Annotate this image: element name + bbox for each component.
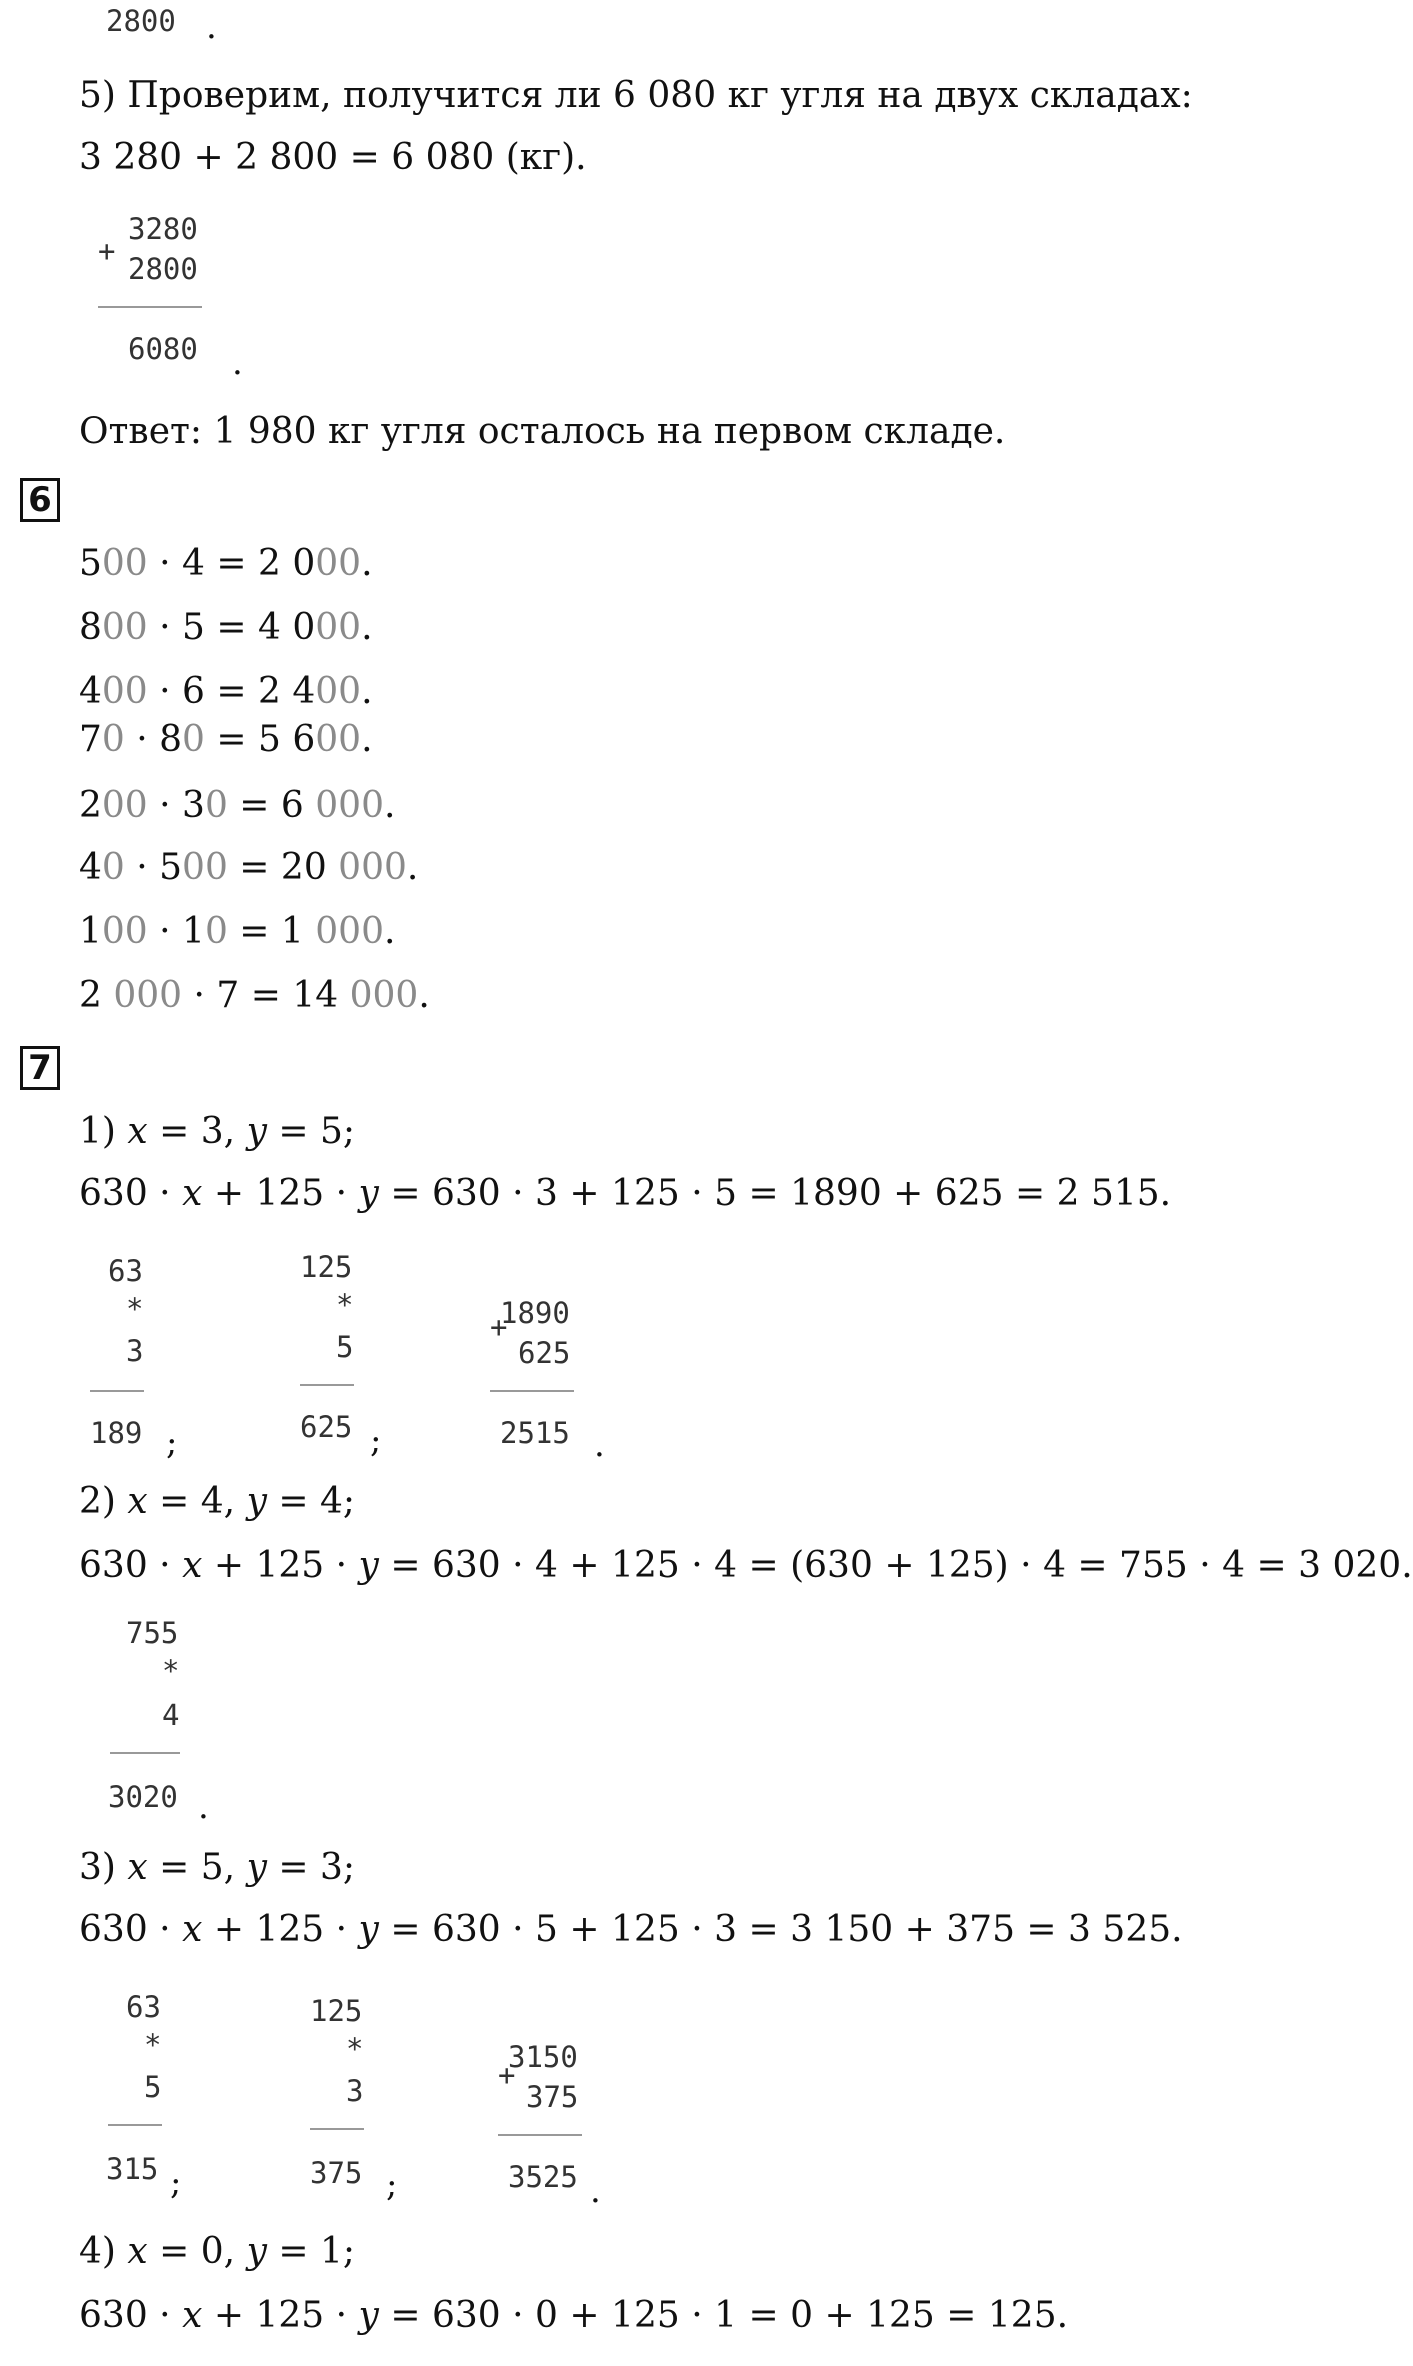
- operand-a: 63: [126, 1990, 161, 2024]
- sum-line: [98, 306, 202, 308]
- part2-equation: 630 · x + 125 · y = 630 · 4 + 125 · 4 = (630 + 125) · 4 = 755 · 4 = 3 020.: [79, 1545, 1413, 1586]
- result: 315: [106, 2152, 159, 2186]
- separator: .: [594, 1425, 605, 1465]
- separator: .: [590, 2171, 601, 2211]
- sum-line: [300, 1384, 354, 1386]
- task6-equation: [79, 542, 373, 586]
- operator: +: [98, 234, 116, 268]
- grey-zeros: 00: [315, 607, 362, 648]
- digits: .: [418, 975, 430, 1016]
- separator: .: [198, 1787, 209, 1827]
- task6-equation: [79, 846, 418, 890]
- task6-equation: [79, 670, 373, 714]
- task6-equation: [79, 784, 395, 828]
- operator: +: [490, 1310, 508, 1344]
- operator: *: [126, 1292, 144, 1326]
- grey-zeros: 00: [101, 607, 148, 648]
- digits: 4: [79, 847, 102, 888]
- sum-line: [498, 2134, 582, 2136]
- digits: .: [361, 671, 373, 712]
- grey-zeros: 0: [204, 911, 228, 952]
- sum-line: [90, 1390, 144, 1392]
- grey-zeros: 000: [349, 975, 419, 1016]
- digits: · 5 = 4 0: [147, 607, 316, 648]
- part2-condition: 2) x = 4, y = 4;: [79, 1481, 355, 1522]
- digits: · 5: [124, 847, 183, 888]
- part1-condition: 1) x = 3, y = 5;: [79, 1111, 355, 1152]
- grey-zeros: 00: [315, 671, 362, 712]
- grey-zeros: 0: [101, 847, 125, 888]
- operator: *: [144, 2028, 162, 2062]
- operand-b: 3: [126, 1334, 144, 1368]
- digits: 2: [79, 785, 102, 826]
- operand-b: 625: [518, 1336, 571, 1370]
- digits: = 20: [227, 847, 339, 888]
- result: 6080: [128, 332, 198, 366]
- grey-zeros: 0: [182, 719, 205, 760]
- digits: 2: [79, 975, 114, 1016]
- operand-b: 5: [336, 1330, 354, 1364]
- part4-equation: 630 · x + 125 · y = 630 · 0 + 125 · 1 = 0 + 125 = 125.: [79, 2295, 1069, 2336]
- result: 375: [310, 2156, 363, 2190]
- part3-condition: 3) x = 5, y = 3;: [79, 1847, 355, 1888]
- operator: *: [336, 1288, 354, 1322]
- digits: 1: [79, 911, 102, 952]
- separator: ;: [370, 1421, 382, 1461]
- operand-a: 3280: [128, 212, 198, 246]
- digits: 7: [79, 719, 102, 760]
- digits: .: [383, 911, 396, 952]
- sum-line: [108, 2124, 162, 2126]
- step5-text: 5) Проверим, получится ли 6 080 кг угля на двух складах:: [79, 75, 1193, 116]
- digits: = 5 6: [204, 719, 316, 760]
- result: 189: [90, 1416, 143, 1450]
- sum-line: [310, 2128, 364, 2130]
- operand-b: 375: [526, 2080, 579, 2114]
- result: 3525: [508, 2160, 578, 2194]
- digits: 4: [79, 671, 102, 712]
- answer: Ответ: 1 980 кг угля осталось на первом складе.: [79, 411, 1006, 452]
- operator: *: [346, 2032, 364, 2066]
- operand-a: 125: [310, 1994, 363, 2028]
- task-number-6: 6: [20, 478, 60, 522]
- grey-zeros: 00: [101, 785, 148, 826]
- operand-a: 1890: [500, 1296, 570, 1330]
- grey-zeros: 00: [101, 911, 148, 952]
- task6-equation: [79, 606, 373, 650]
- step5-equation: 3 280 + 2 800 = 6 080 (кг).: [79, 137, 587, 178]
- period: .: [232, 343, 243, 383]
- operand-a: 63: [108, 1254, 143, 1288]
- digits: .: [361, 607, 373, 648]
- separator: ;: [386, 2165, 398, 2205]
- part3-equation: 630 · x + 125 · y = 630 · 5 + 125 · 3 = 3 150 + 375 = 3 525.: [79, 1909, 1183, 1950]
- digits: · 3: [147, 785, 205, 826]
- task6-equation: [79, 718, 373, 762]
- period: .: [206, 7, 217, 47]
- task6-equation: [79, 910, 395, 954]
- operand-b: 2800: [128, 252, 198, 286]
- digits: .: [406, 847, 419, 888]
- grey-zeros: 00: [315, 719, 362, 760]
- grey-zeros: 00: [315, 543, 362, 584]
- sum-line: [490, 1390, 574, 1392]
- digits: .: [361, 543, 373, 584]
- task-number-7: 7: [20, 1046, 60, 1090]
- digits: 5: [79, 543, 102, 584]
- digits: 8: [79, 607, 102, 648]
- column-result: 2800: [106, 4, 176, 38]
- digits: = 6: [227, 785, 316, 826]
- digits: .: [383, 785, 396, 826]
- task6-equation: [79, 974, 430, 1018]
- digits: · 1: [147, 911, 205, 952]
- operand-a: 755: [126, 1616, 179, 1650]
- operand-b: 3: [346, 2074, 364, 2108]
- digits: · 7 = 14: [182, 975, 350, 1016]
- grey-zeros: 000: [338, 847, 407, 888]
- part4-condition: 4) x = 0, y = 1;: [79, 2231, 355, 2272]
- operator: *: [162, 1654, 180, 1688]
- operator: +: [498, 2058, 516, 2092]
- operand-a: 125: [300, 1250, 353, 1284]
- grey-zeros: 00: [101, 671, 148, 712]
- result: 625: [300, 1410, 353, 1444]
- separator: ;: [170, 2163, 182, 2203]
- digits: · 8: [124, 719, 183, 760]
- grey-zeros: 000: [113, 975, 183, 1016]
- grey-zeros: 000: [315, 785, 384, 826]
- result: 3020: [108, 1780, 178, 1814]
- grey-zeros: 000: [315, 911, 384, 952]
- grey-zeros: 00: [182, 847, 228, 888]
- digits: = 1: [227, 911, 316, 952]
- result: 2515: [500, 1416, 570, 1450]
- grey-zeros: 00: [101, 543, 148, 584]
- digits: .: [361, 719, 373, 760]
- operand-a: 3150: [508, 2040, 578, 2074]
- digits: · 6 = 2 4: [147, 671, 316, 712]
- grey-zeros: 0: [204, 785, 228, 826]
- part1-equation: 630 · x + 125 · y = 630 · 3 + 125 · 5 = 1890 + 625 = 2 515.: [79, 1173, 1172, 1214]
- operand-b: 4: [162, 1698, 180, 1732]
- sum-line: [110, 1752, 180, 1754]
- operand-b: 5: [144, 2070, 162, 2104]
- digits: · 4 = 2 0: [147, 543, 316, 584]
- separator: ;: [166, 1423, 178, 1463]
- grey-zeros: 0: [101, 719, 125, 760]
